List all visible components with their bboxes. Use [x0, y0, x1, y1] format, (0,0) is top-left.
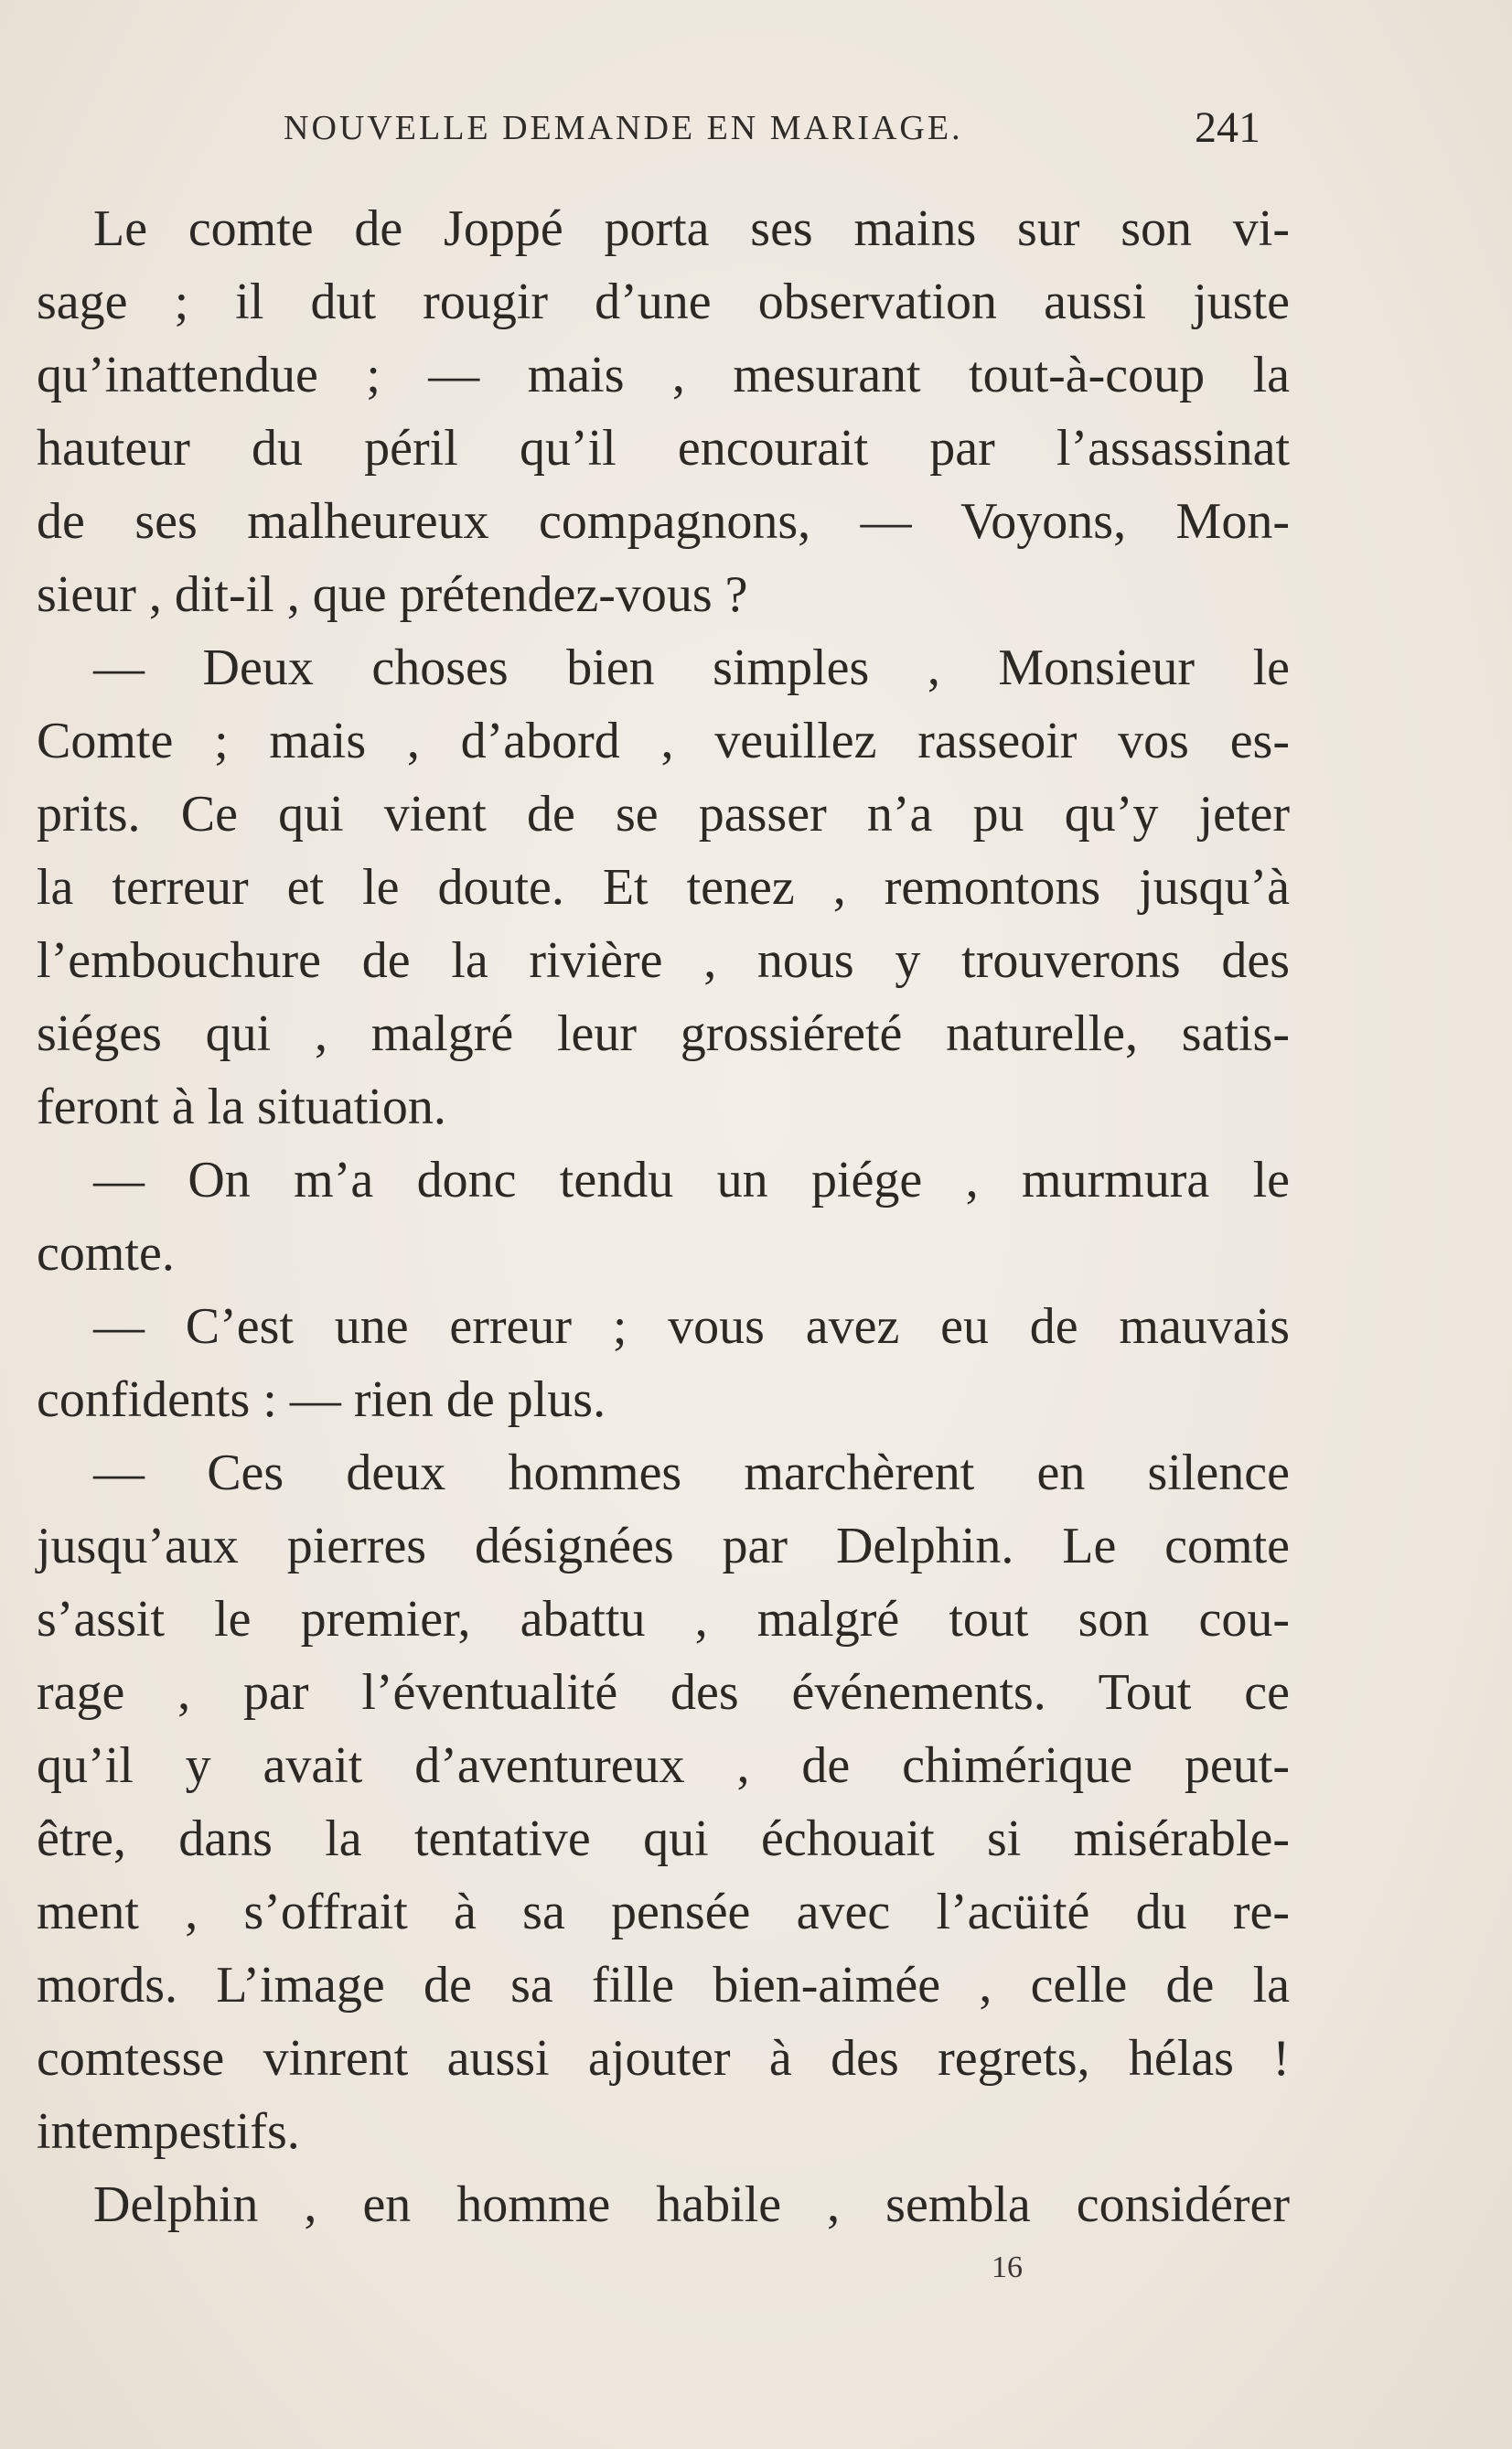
text-line: siéges qui , malgré leur grossiéreté naturelle, satis-: [37, 1005, 1290, 1062]
text-line: sage ; il dut rougir d’une observation aussi juste: [37, 274, 1290, 330]
text-line: sieur , dit-il , que prétendez-vous ?: [37, 566, 748, 623]
text-line: prits. Ce qui vient de se passer n’a pu qu’y jeter: [37, 786, 1290, 843]
text-line: — Ces deux hommes marchèrent en silence: [93, 1445, 1290, 1501]
text-line: être, dans la tentative qui échouait si misérable-: [37, 1810, 1290, 1867]
text-line: mords. L’image de sa fille bien-aimée , celle de la: [37, 1957, 1290, 2014]
text-line: l’embouchure de la rivière , nous y trouverons des: [37, 932, 1290, 989]
text-line: comtesse vinrent aussi ajouter à des regrets, hélas !: [37, 2030, 1290, 2087]
text-line: feront à la situation.: [37, 1079, 446, 1135]
text-line: confidents : — rien de plus.: [37, 1371, 606, 1428]
text-line: jusqu’aux pierres désignées par Delphin. Le comte: [37, 1518, 1290, 1574]
text-line: Le comte de Joppé porta ses mains sur son vi-: [93, 200, 1290, 257]
text-line: — On m’a donc tendu un piége , murmura le: [93, 1152, 1290, 1208]
page-number: 241: [1195, 103, 1260, 152]
signature-mark: 16: [992, 2250, 1023, 2284]
text-line: ment , s’offrait à sa pensée avec l’acüité du re-: [37, 1884, 1290, 1940]
text-line: qu’inattendue ; — mais , mesurant tout-à-coup la: [37, 347, 1290, 403]
text-line: s’assit le premier, abattu , malgré tout son cou-: [37, 1591, 1290, 1648]
text-line: la terreur et le doute. Et tenez , remontons jusqu’à: [37, 859, 1290, 916]
text-line: hauteur du péril qu’il encourait par l’assassinat: [37, 420, 1290, 477]
text-line: comte.: [37, 1225, 175, 1282]
text-line: intempestifs.: [37, 2103, 300, 2160]
text-line: rage , par l’éventualité des événements. Tout ce: [37, 1664, 1290, 1721]
text-line: Delphin , en homme habile , sembla considérer: [93, 2176, 1290, 2233]
running-head: NOUVELLE DEMANDE EN MARIAGE.: [284, 109, 963, 147]
text-line: — C’est une erreur ; vous avez eu de mauvais: [93, 1298, 1290, 1355]
text-line: de ses malheureux compagnons, — Voyons, Mon-: [37, 493, 1290, 550]
text-line: Comte ; mais , d’abord , veuillez rasseoir vos es-: [37, 713, 1290, 769]
text-line: — Deux choses bien simples , Monsieur le: [93, 639, 1290, 696]
body-text: [37, 192, 1290, 2241]
text-line: qu’il y avait d’aventureux , de chimérique peut-: [37, 1737, 1290, 1794]
